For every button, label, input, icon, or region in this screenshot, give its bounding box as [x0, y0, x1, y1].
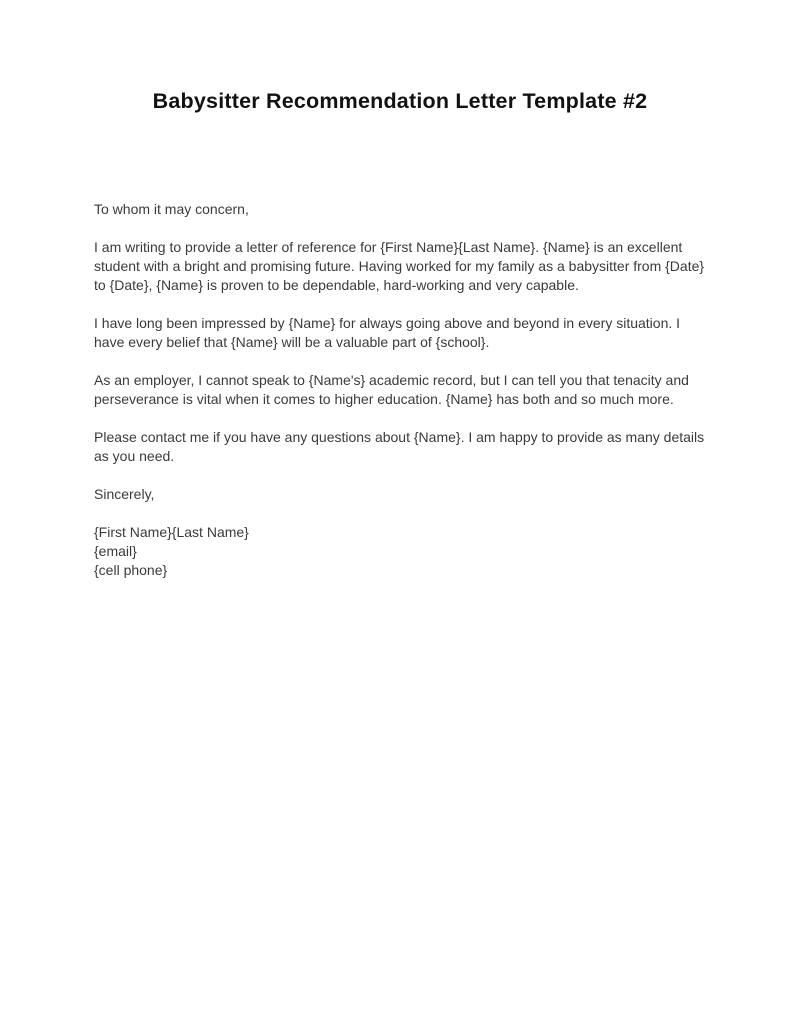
letter-closing: Sincerely, — [94, 486, 155, 502]
page-title: Babysitter Recommendation Letter Template #2 — [152, 89, 648, 113]
signature-phone-line: {cell phone} — [94, 562, 168, 578]
letter-body — [94, 200, 708, 580]
signature-name-line: {First Name}{Last Name} — [94, 524, 249, 540]
letter-paragraph-4: Please contact me if you have any questions about {Name}. I am happy to provide as many details as you need. — [94, 429, 705, 464]
letter-paragraph-3: As an employer, I cannot speak to {Name's} academic record, but I can tell you that tenacity and perseverance is vital when it comes to higher education. {Name} has both and so much more. — [94, 372, 689, 407]
letter-paragraph-2: I have long been impressed by {Name} for always going above and beyond in every situation. I have every belief that {Name} will be a valuable part of {school}. — [94, 315, 681, 350]
signature-email-line: {email} — [94, 543, 137, 559]
letter-paragraph-1: I am writing to provide a letter of reference for {First Name}{Last Name}. {Name} is an excellent student with a bright and promising future. Having worked for my family as a babysitter from {Date} to {Date}, {Name} is proven to be dependable, hard-working and very capable. — [94, 239, 705, 293]
signature-block — [94, 523, 708, 580]
letter-greeting: To whom it may concern, — [94, 201, 249, 217]
